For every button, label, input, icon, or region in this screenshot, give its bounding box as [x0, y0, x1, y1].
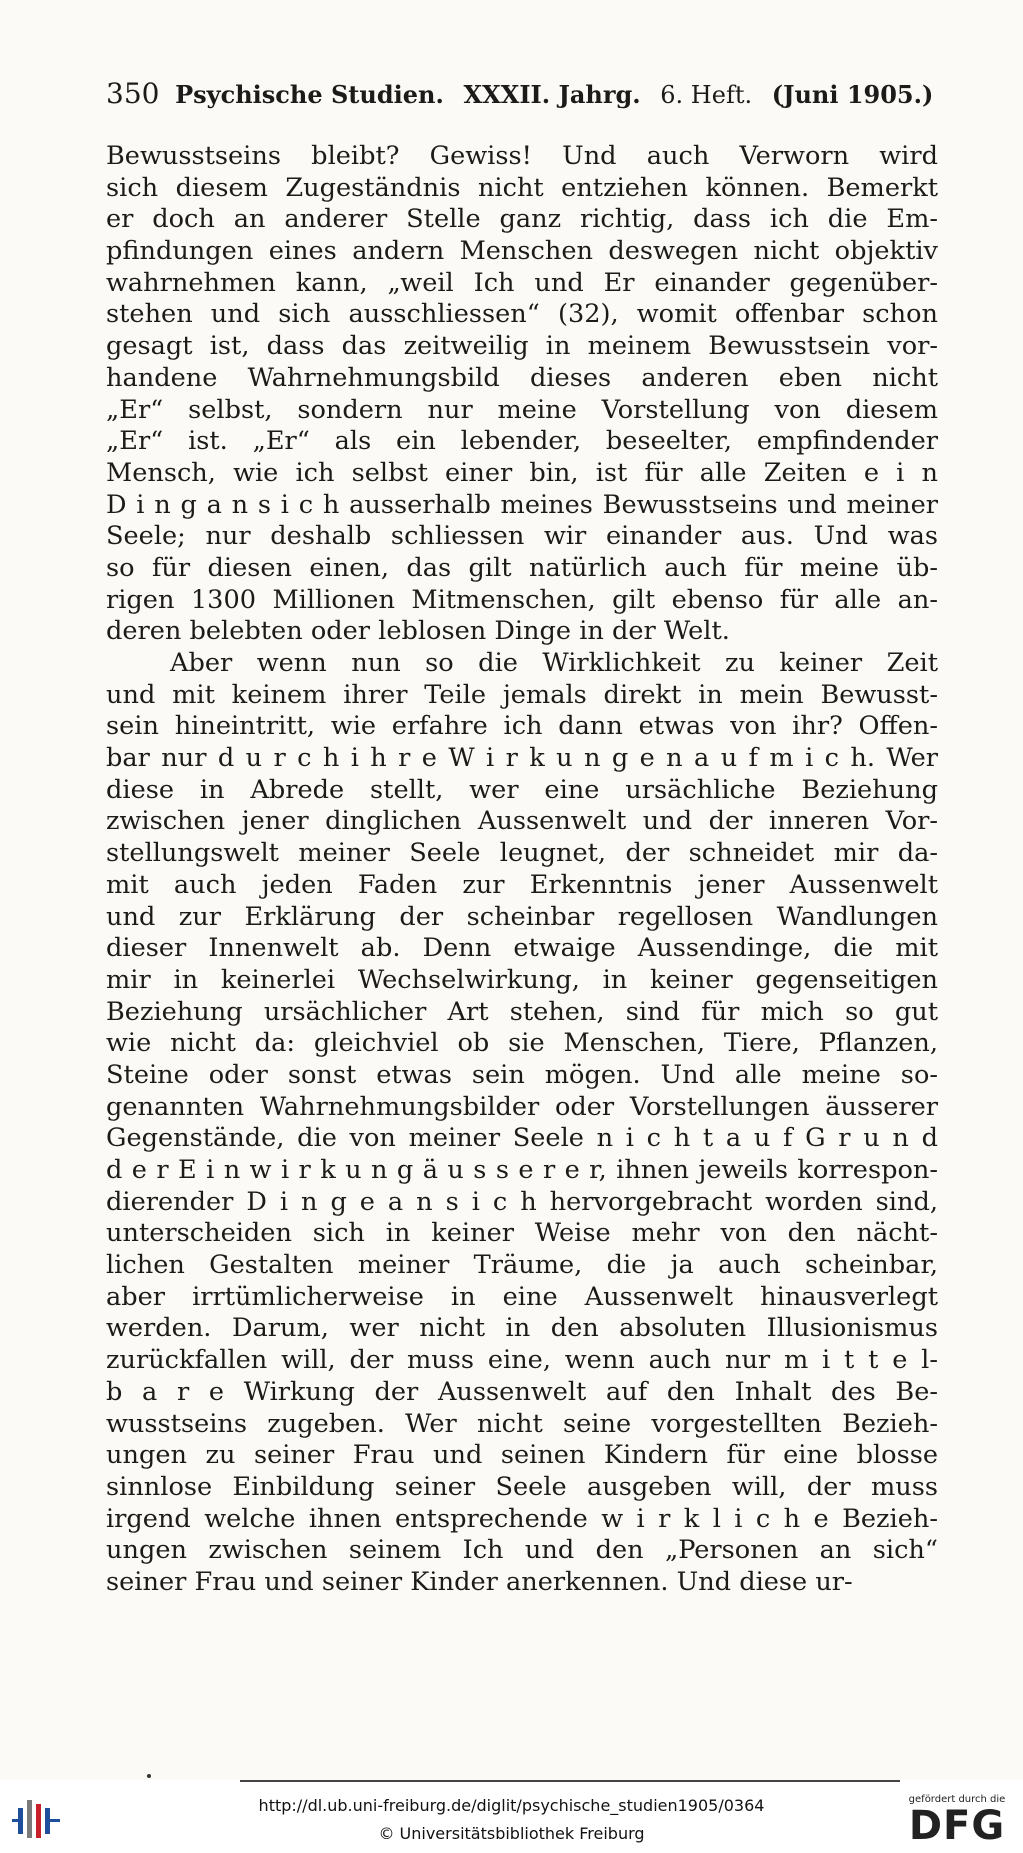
text-line: zurückfallen will, der muss eine, wenn auch nur m i t t e l- — [106, 1345, 938, 1376]
text-line: genannten Wahrnehmungsbilder oder Vorstellungen äusserer — [106, 1091, 938, 1122]
text-line: mit auch jeden Faden zur Erkenntnis jener Aussenwelt — [106, 869, 938, 900]
text-line: und zur Erklärung der scheinbar regellosen Wandlungen — [106, 901, 938, 932]
text-line: so für diesen einen, das gilt natürlich auch für meine üb- — [106, 552, 938, 583]
text-line: Steine oder sonst etwas sein mögen. Und alle meine so- — [106, 1059, 938, 1090]
text-line: und mit keinem ihrer Teile jemals direkt in mein Bewusst- — [106, 679, 938, 710]
footer-divider — [240, 1780, 900, 1782]
text-line: sinnlose Einbildung seiner Seele ausgeben will, der muss — [106, 1471, 938, 1502]
text-line: irgend welche ihnen entsprechende w i r k l i c h e Bezieh- — [106, 1503, 938, 1534]
text-line: mir in keinerlei Wechselwirkung, in keiner gegenseitigen — [106, 964, 938, 995]
text-line: aber irrtümlicherweise in eine Aussenwelt hinausverlegt — [106, 1281, 938, 1312]
text-line: wahrnehmen kann, „weil Ich und Er einander gegenüber- — [106, 267, 938, 298]
text-line: gesagt ist, dass das zeitweilig in meinem Bewusstsein vor- — [106, 331, 938, 362]
text-line: wusstseins zugeben. Wer nicht seine vorgestellten Bezieh- — [106, 1408, 938, 1439]
permalink[interactable]: http://dl.ub.uni-freiburg.de/diglit/psychische_studien1905/0364 — [258, 1796, 765, 1815]
text-line: stehen und sich ausschliessen“ (32), womit offenbar schon — [106, 299, 938, 330]
text-line: wie nicht da: gleichviel ob sie Menschen, Tiere, Pflanzen, — [106, 1028, 938, 1059]
text-line: seiner Frau und seiner Kinder anerkennen. Und diese ur- — [106, 1566, 853, 1597]
text-line: b a r e Wirkung der Aussenwelt auf den Inhalt des Be- — [106, 1376, 938, 1407]
text-line: sein hineintritt, wie erfahre ich dann etwas von ihr? Offen- — [106, 711, 938, 742]
text-line: rigen 1300 Millionen Mitmenschen, gilt ebenso für alle an- — [106, 584, 938, 615]
text-line: Beziehung ursächlicher Art stehen, sind für mich so gut — [106, 996, 938, 1027]
viewer-footer — [0, 1780, 1023, 1853]
text-line: ungen zu seiner Frau und seinen Kindern für eine blosse — [106, 1440, 938, 1471]
copyright-notice: © Universitätsbibliothek Freiburg — [378, 1824, 645, 1843]
text-line: Mensch, wie ich selbst einer bin, ist für alle Zeiten e i n — [106, 457, 938, 488]
issue-label: 6. Heft. — [660, 81, 753, 109]
text-line: Aber wenn nun so die Wirklichkeit zu keiner Zeit — [170, 648, 938, 678]
text-line: er doch an anderer Stelle ganz richtig, dass ich die Em- — [106, 204, 938, 235]
text-line: dierender D i n g e a n s i c h hervorgebracht worden sind, — [106, 1186, 938, 1217]
text-line: zwischen jener dinglichen Aussenwelt und der inneren Vor- — [106, 806, 938, 837]
text-line: handene Wahrnehmungsbild dieses anderen eben nicht — [106, 362, 938, 393]
scan-speck — [147, 1774, 151, 1778]
text-line: lichen Gestalten meiner Träume, die ja auch scheinbar, — [106, 1250, 938, 1281]
text-line: d e r E i n w i r k u n g ä u s s e r e r, ihnen jeweils korrespon- — [106, 1155, 938, 1185]
text-line: D i n g a n s i c h ausserhalb meines Bewusstseins und meiner — [106, 489, 938, 520]
dfg-logo — [898, 1794, 1016, 1850]
dfg-caption: gefördert durch die — [908, 1794, 1006, 1805]
page-number: 350 — [106, 77, 160, 110]
text-line: pfindungen eines andern Menschen deswegen nicht objektiv — [106, 236, 938, 267]
text-line: diese in Abrede stellt, wer eine ursächliche Beziehung — [106, 774, 938, 805]
text-line: „Er“ selbst, sondern nur meine Vorstellung von diesem — [106, 394, 938, 425]
volume-label: XXXII. Jahrg. — [463, 80, 641, 109]
text-line: Seele; nur deshalb schliessen wir einander aus. Und was — [106, 521, 938, 552]
text-line: stellungswelt meiner Seele leugnet, der schneidet mir da- — [106, 838, 938, 869]
text-line: „Er“ ist. „Er“ als ein lebender, beseelter, empfindender — [106, 426, 938, 457]
text-line: sich diesem Zugeständnis nicht entziehen können. Bemerkt — [106, 172, 938, 203]
running-header — [106, 78, 936, 111]
text-line: Bewusstseins bleibt? Gewiss! Und auch Verworn wird — [106, 141, 938, 171]
issue-date: (Juni 1905.) — [771, 80, 934, 109]
text-line: dieser Innenwelt ab. Denn etwaige Aussendinge, die mit — [106, 933, 938, 964]
text-line: bar nur d u r c h i h r e W i r k u n g e n a u f m i c h. Wer — [106, 743, 938, 774]
text-line: ungen zwischen seinem Ich und den „Personen an sich“ — [106, 1535, 938, 1566]
text-line: Gegenstände, die von meiner Seele n i c h t a u f G r u n d — [106, 1123, 938, 1154]
dfg-mark: DFG — [908, 1803, 1006, 1849]
body-text — [106, 141, 938, 1599]
journal-title: Psychische Studien. — [175, 80, 444, 109]
text-line: unterscheiden sich in keiner Weise mehr von den nächt- — [106, 1218, 938, 1249]
text-line: deren belebten oder leblosen Dinge in der Welt. — [106, 616, 730, 647]
text-line: werden. Darum, wer nicht in den absoluten Illusionismus — [106, 1313, 938, 1344]
